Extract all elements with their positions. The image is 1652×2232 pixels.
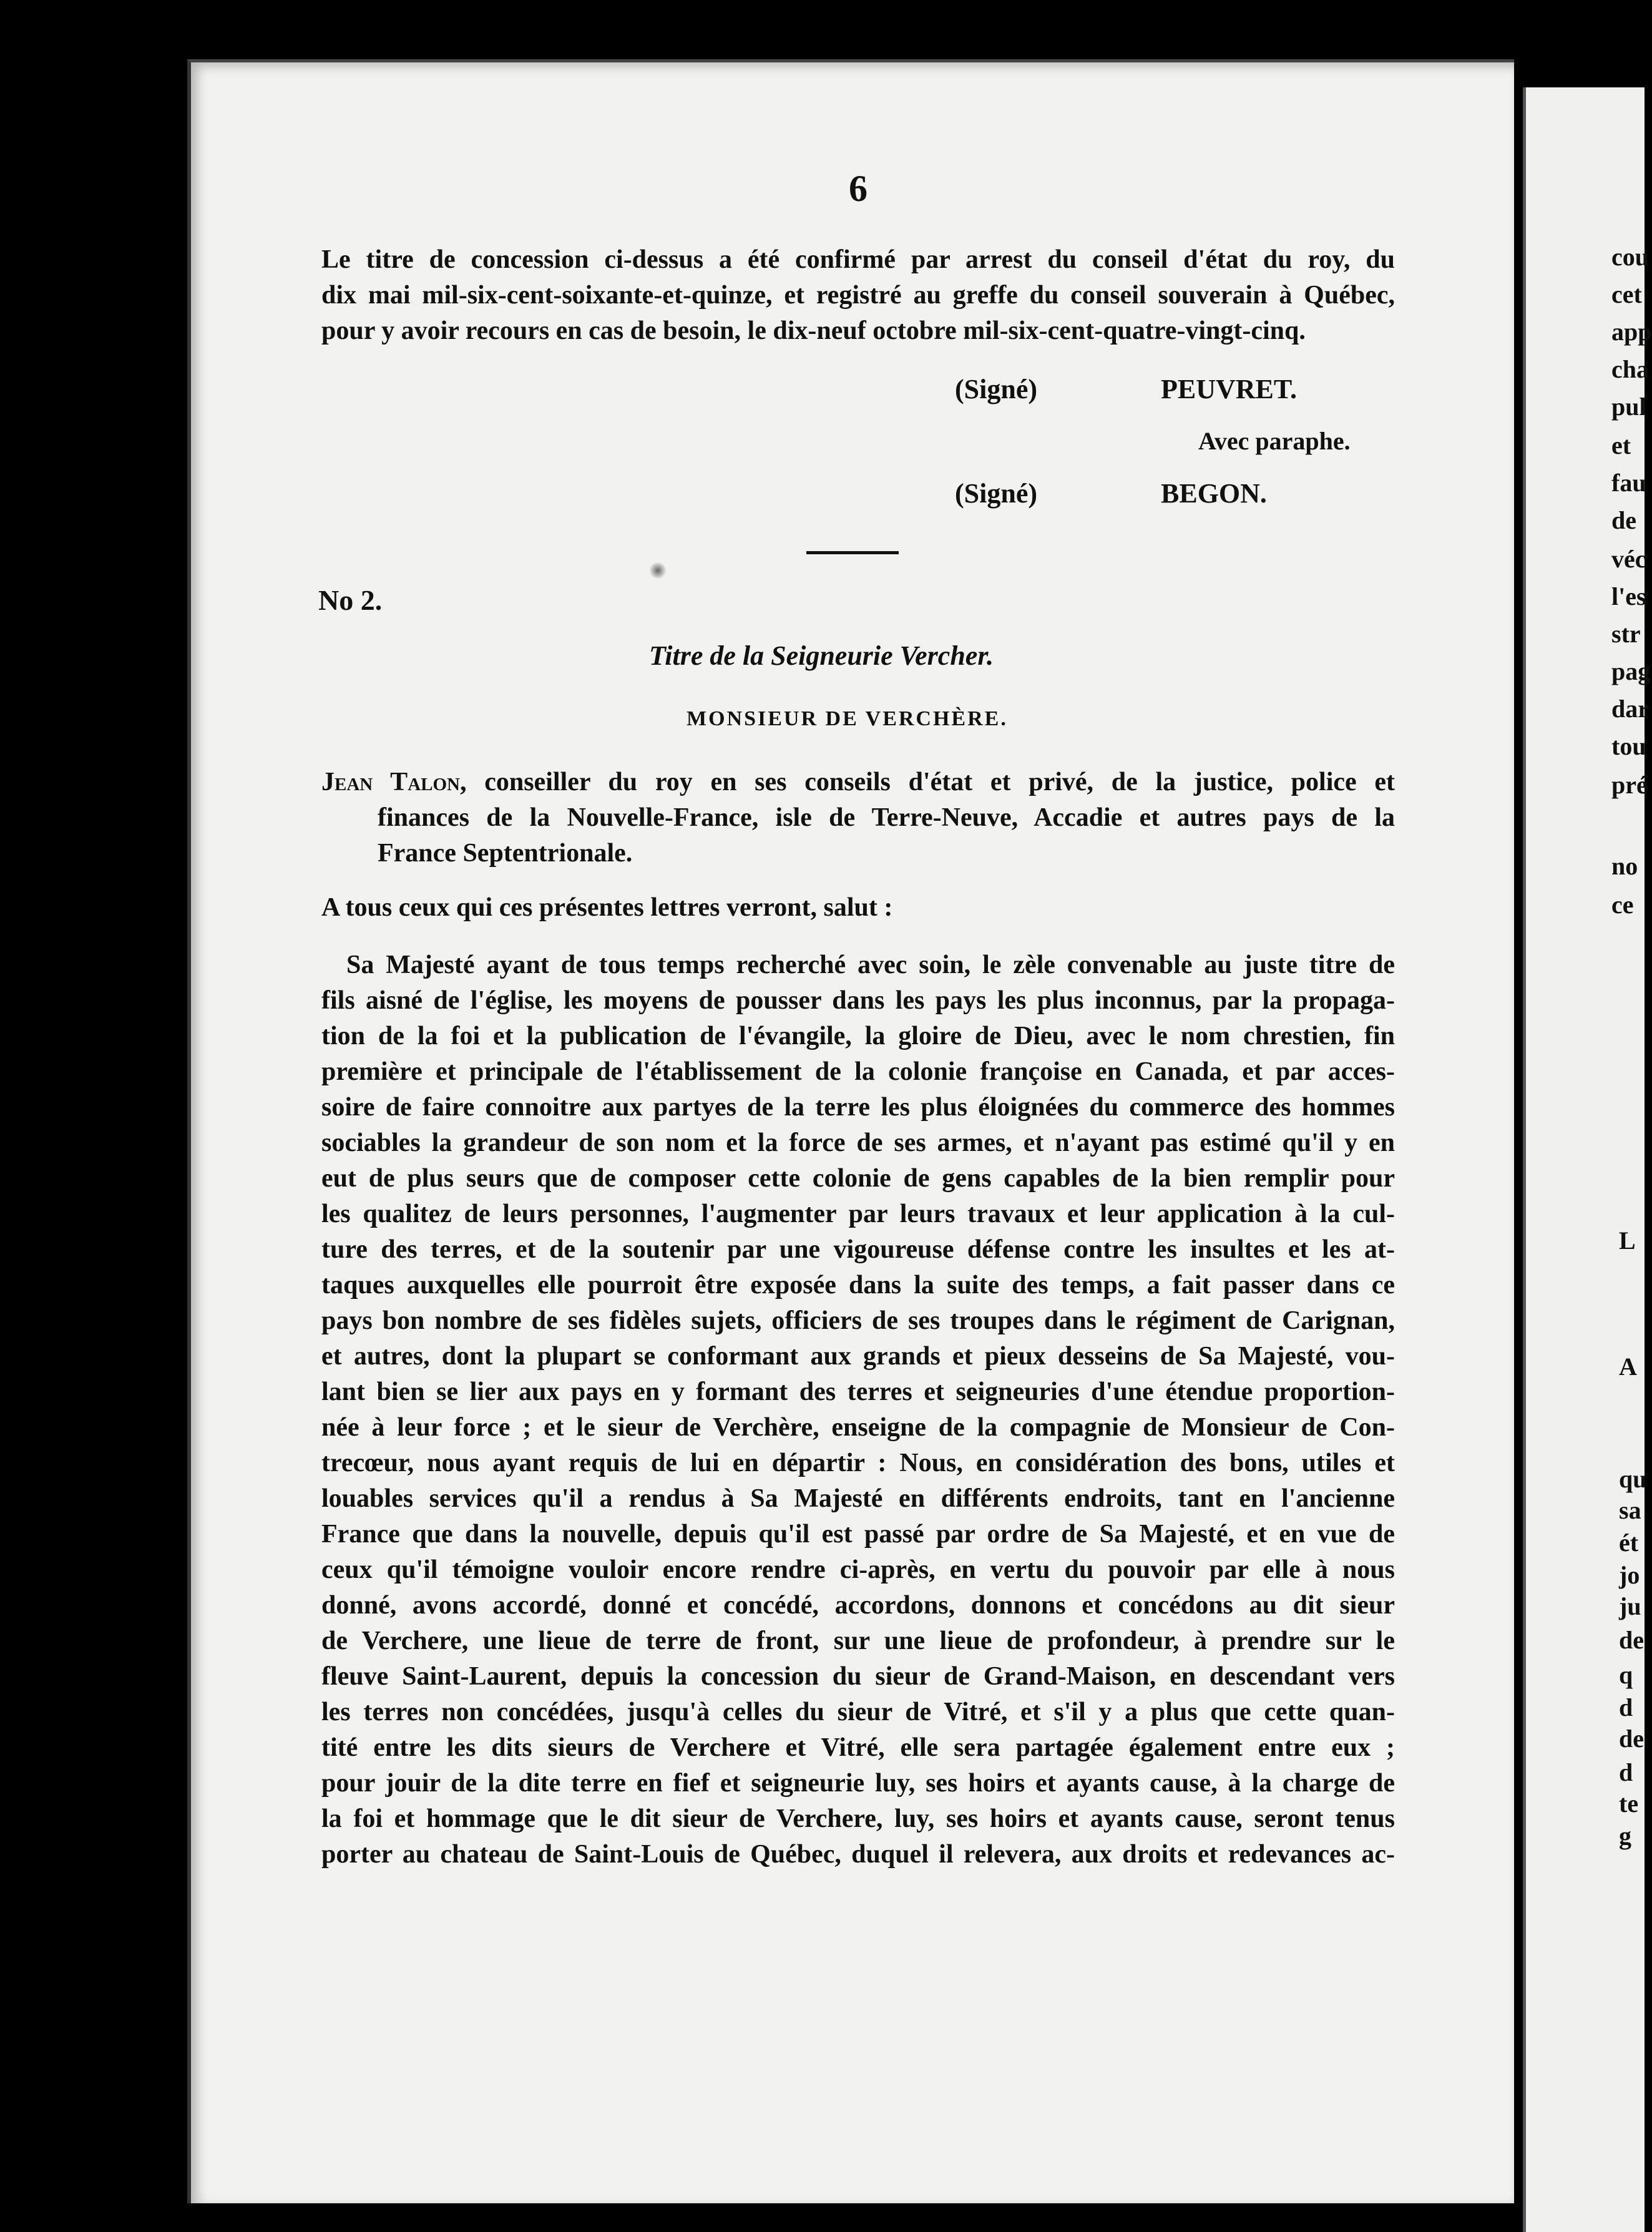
dark-margin — [1523, 0, 1641, 87]
facing-page-fragment: d — [1619, 1758, 1633, 1786]
paragraph-line: finances de la Nouvelle-France, isle de Terre-Neuve, Accadie et autres pays de la — [378, 803, 1395, 832]
section-title: Titre de la Seigneurie Vercher. — [649, 640, 994, 671]
paragraph-line: les terres non concédées, jusqu'à celles du sieur de Vitré, et s'il y a plus que cette quan- — [321, 1698, 1395, 1726]
paragraph-line: pour y avoir recours en cas de besoin, le dix-neuf octobre mil-six-cent-quatre-vingt-cinq. — [321, 316, 1306, 345]
salutation: A tous ceux qui ces présentes lettres verront, salut : — [321, 893, 893, 922]
facing-page-fragment: ét — [1619, 1529, 1639, 1557]
section-number: No 2. — [318, 584, 383, 616]
paragraph-line: la foi et hommage que le dit sieur de Verchere, luy, ses hoirs et ayants cause, seront tenus — [321, 1804, 1395, 1833]
paragraph-line: ceux qu'il témoigne vouloir encore rendre ci-après, en vertu du pouvoir par elle à nous — [321, 1555, 1395, 1584]
facing-page-fragment: str — [1611, 620, 1641, 648]
signe-label-1: (Signé) — [955, 374, 1037, 404]
facing-page-fragment: cet — [1611, 280, 1642, 308]
page-number: 6 — [849, 168, 868, 209]
ink-speck — [649, 562, 667, 579]
paragraph-line: France Septentrionale. — [378, 839, 633, 868]
paragraph-line: eut de plus seurs que de composer cette colonie de gens capables de la bien remplir pour — [321, 1164, 1395, 1193]
paragraph-line: pays bon nombre de ses fidèles sujets, officiers de ses troupes dans le régiment de Carignan, — [321, 1306, 1395, 1335]
facing-page-fragment: de — [1611, 506, 1636, 534]
paragraph-line: Sa Majesté ayant de tous temps recherché avec soin, le zèle convenable au juste titre de — [346, 951, 1395, 979]
facing-page-fragment: pul — [1611, 393, 1646, 421]
facing-page-fragment: app — [1611, 318, 1652, 346]
signature-begon: BEGON. — [1161, 478, 1267, 509]
facing-page-fragment: et — [1611, 431, 1631, 459]
paragraph-line: soire de faire connoitre aux partyes de la terre les plus éloignées du commerce des hommes — [321, 1093, 1395, 1122]
facing-page-fragment: l'es — [1611, 582, 1646, 610]
paragraph-line: les qualitez de leurs personnes, l'augmenter par leurs travaux et leur application à la cul- — [321, 1200, 1395, 1228]
paragraph-line: France que dans la nouvelle, depuis qu'il est passé par ordre de Sa Majesté, et en vue de — [321, 1520, 1395, 1549]
paragraph-line: conseiller du roy en ses conseils d'état et privé, de la justice, police et — [484, 768, 1395, 796]
paragraph-line: et autres, dont la plupart se conformant aux grands et pieux desseins de Sa Majesté, vou- — [321, 1342, 1395, 1371]
facing-page-fragment: jo — [1619, 1561, 1640, 1589]
facing-page-fragment: sa — [1619, 1496, 1641, 1524]
facing-page-fragment: fau — [1611, 469, 1646, 497]
paragraph-line: lant bien se lier aux pays en y formant des terres et seigneuries d'une étendue proportion- — [321, 1378, 1395, 1406]
facing-page-fragment: q — [1619, 1661, 1633, 1689]
confirmation-paragraph — [321, 242, 1395, 349]
facing-page-fragment: ju — [1619, 1592, 1641, 1620]
facing-page-fragment: pré — [1611, 771, 1648, 799]
signature-peuvret: PEUVRET. — [1161, 374, 1297, 404]
paragraph-line: de Verchere, une lieue de terre de front, sur une lieue de profondeur, à prendre sur le — [321, 1627, 1395, 1655]
paragraph-line: fils aisné de l'église, les moyens de pousser dans les pays les plus inconnus, par la propaga- — [321, 986, 1395, 1015]
facing-page-fragment: véc — [1611, 545, 1646, 573]
paragraph-line: donné, avons accordé, donné et concédé, accordons, donnons et concédons au dit sieur — [321, 1591, 1395, 1620]
paragraph-line: porter au chateau de Saint-Louis de Québec, duquel il relevera, aux droits et redevances ac- — [321, 1840, 1395, 1869]
paragraph-line: tité entre les dits sieurs de Verchere et Vitré, elle sera partagée également entre eux ; — [321, 1733, 1395, 1762]
facing-page-fragment: ce — [1611, 891, 1634, 919]
facing-page-fragment: L — [1619, 1226, 1636, 1255]
facing-page-fragment: cou — [1611, 243, 1649, 271]
facing-page-fragment: no — [1611, 852, 1638, 880]
facing-page-fragment: qu — [1619, 1465, 1647, 1493]
facing-page-fragment: d — [1619, 1693, 1633, 1721]
paraphe-note: Avec paraphe. — [1198, 427, 1351, 455]
paragraph-line: dix mai mil-six-cent-soixante-et-quinze, et registré au greffe du conseil souverain à Québec, — [321, 281, 1395, 310]
signe-label-2: (Signé) — [955, 478, 1037, 509]
body-paragraph — [321, 947, 1395, 1872]
paragraph-line: fleuve Saint-Laurent, depuis la concession du sieur de Grand-Maison, en descendant vers — [321, 1662, 1395, 1691]
paragraph-line: louables services qu'il a rendus à Sa Majesté en différents endroits, tant en l'ancienne — [321, 1484, 1395, 1513]
paragraph-line: née à leur force ; et le sieur de Verchère, enseigne de la compagnie de Monsieur de Con- — [321, 1413, 1395, 1442]
facing-page-fragment: A — [1619, 1353, 1637, 1381]
facing-page-fragment: pag — [1611, 657, 1651, 685]
facing-page-fragment: de — [1619, 1626, 1644, 1654]
facing-page-fragment: de — [1619, 1725, 1644, 1753]
section-subtitle: MONSIEUR DE VERCHÈRE. — [687, 707, 1008, 730]
paragraph-line: Le titre de concession ci-dessus a été confirmé par arrest du conseil d'état du roy, du — [321, 245, 1395, 274]
talon-name: Jean Talon, — [321, 768, 467, 796]
talon-paragraph — [321, 765, 1395, 871]
facing-page-fragment: dar — [1611, 695, 1649, 723]
paragraph-line: sociables la grandeur de son nom et la force de ses armes, et n'ayant pas estimé qu'il y en — [321, 1128, 1395, 1157]
paragraph-line: première et principale de l'établissement de la colonie françoise en Canada, et par acces- — [321, 1057, 1395, 1086]
facing-page-fragment: tou — [1611, 732, 1646, 760]
paragraph-line: tion de la foi et la publication de l'évangile, la gloire de Dieu, avec le nom chrestien, fin — [321, 1022, 1395, 1050]
paragraph-line: taques auxquelles elle pourroit être exposée dans la suite des temps, a fait passer dans ce — [321, 1271, 1395, 1300]
paragraph-line: pour jouir de la dite terre en fief et seigneurie luy, ses hoirs et ayants cause, à la charge de — [321, 1769, 1395, 1798]
divider-rule — [806, 551, 899, 554]
facing-page-fragment: g — [1619, 1822, 1631, 1850]
paragraph-line: ture des terres, et de la soutenir par une vigoureuse défense contre les insultes et les at- — [321, 1235, 1395, 1264]
facing-page-fragment: te — [1619, 1789, 1639, 1818]
paragraph-line: trecœur, nous ayant requis de lui en départir : Nous, en considération des bons, utiles et — [321, 1449, 1395, 1477]
facing-page-fragment: cha — [1611, 355, 1649, 383]
